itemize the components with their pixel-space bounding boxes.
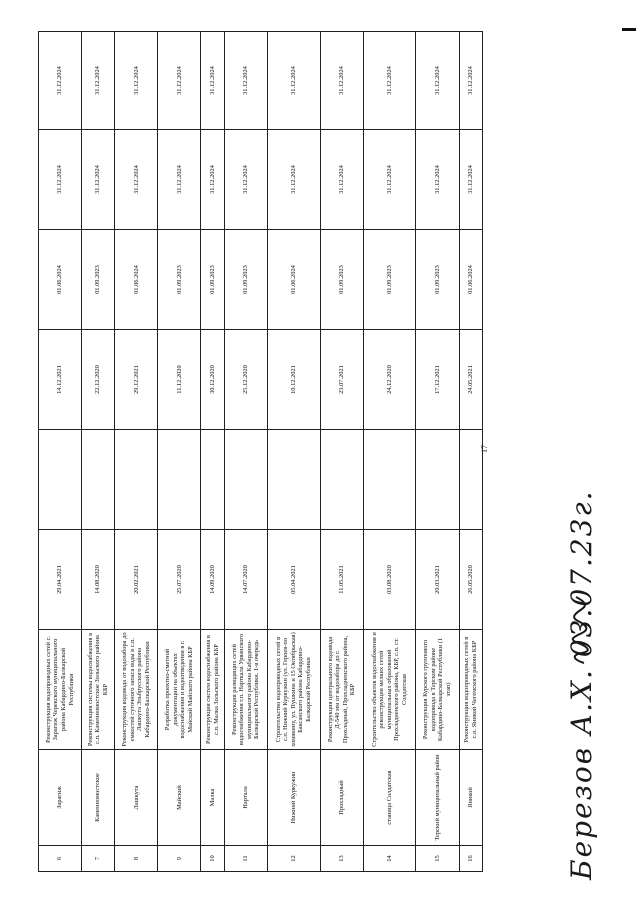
row-number: 14: [363, 846, 416, 872]
date-3: 29.12.2021: [115, 330, 158, 430]
date-4: 01.09.2023: [363, 230, 416, 330]
settlement-name: Каменномостское: [82, 750, 115, 846]
date-1: 05.04.2021: [267, 530, 320, 630]
table-row: [267, 32, 320, 872]
date-3: 11.12.2020: [158, 330, 201, 430]
page-number: 17: [480, 445, 489, 453]
table-row: [320, 32, 363, 872]
row-number: 11: [224, 846, 267, 872]
object-description: Реконструкция водовода от водозабора до емкостей суточного запаса воды в с.п. Лашкута Эльбрусского района Кабардино-Балкарской Республики: [115, 630, 158, 750]
date-1: 14.09.2020: [201, 530, 224, 630]
date-6: 31.12.2024: [363, 32, 416, 130]
date-3: 24.12.2020: [363, 330, 416, 430]
date-3: 24.05.2021: [459, 330, 483, 430]
settlement-name: Зарагиж: [39, 750, 82, 846]
settlement-name: Нартала: [224, 750, 267, 846]
date-2: [363, 430, 416, 530]
handwritten-note: Березов А.Х. 03.07.23г.: [565, 489, 598, 880]
date-6: 31.12.2024: [158, 32, 201, 130]
date-2: [115, 430, 158, 530]
date-2: [267, 430, 320, 530]
table-row: [224, 32, 267, 872]
date-6: 31.12.2024: [115, 32, 158, 130]
table-row: [82, 32, 115, 872]
object-description: Реконструкция Курского группового водопровода в Терском районе Кабардино-Балкарской Республики (1 этап): [416, 630, 459, 750]
row-number: 6: [39, 846, 82, 872]
object-description: Реконструкция водопроводных сетей в с.п. Яникой Чегемского района КБР: [459, 630, 483, 750]
row-number: 15: [416, 846, 459, 872]
date-3: 23.07.2021: [320, 330, 363, 430]
date-1: 14.08.2020: [82, 530, 115, 630]
object-description: Реконструкция водопроводных сетей с. Зарагиж Черекского муниципального района Кабардино-Балкарской Республики: [39, 630, 82, 750]
table-row: [416, 32, 459, 872]
row-number: 7: [82, 846, 115, 872]
date-3: 25.12.2020: [224, 330, 267, 430]
date-3: 10.12.2021: [267, 330, 320, 430]
date-4: 01.06.2024: [39, 230, 82, 330]
table-row: [363, 32, 416, 872]
date-1: 11.05.2021: [320, 530, 363, 630]
table-container: [38, 32, 483, 872]
date-4: 01.09.2023: [82, 230, 115, 330]
date-6: 31.12.2024: [416, 32, 459, 130]
date-5: 31.12.2024: [158, 130, 201, 230]
date-1: 25.07.2020: [158, 530, 201, 630]
date-2: [416, 430, 459, 530]
object-description: Строительство водопроводных сетей в с.п. Нижний Куркужин (ул. Героев-по хомякину, ул. Пушкина и 15 Октябрьская) Баксанского района Кабардино-Балкарской Республики: [267, 630, 320, 750]
row-number: 8: [115, 846, 158, 872]
settlement-name: Прохладный: [320, 750, 363, 846]
date-3: 14.12.2021: [39, 330, 82, 430]
date-6: 31.12.2024: [82, 32, 115, 130]
date-6: 31.12.2024: [320, 32, 363, 130]
date-2: [320, 430, 363, 530]
date-2: [224, 430, 267, 530]
date-5: 31.12.2024: [363, 130, 416, 230]
date-6: 31.12.2024: [224, 32, 267, 130]
date-2: [158, 430, 201, 530]
date-1: 20.03.2021: [416, 530, 459, 630]
date-5: 31.12.2024: [115, 130, 158, 230]
row-number: 10: [201, 846, 224, 872]
settlement-name: Лашкута: [115, 750, 158, 846]
date-1: 20.02.2021: [115, 530, 158, 630]
date-6: 31.12.2024: [201, 32, 224, 130]
date-4: 01.06.2024: [115, 230, 158, 330]
date-3: 17.12.2021: [416, 330, 459, 430]
table-row: [459, 32, 483, 872]
date-2: [201, 430, 224, 530]
date-4: 01.09.2023: [201, 230, 224, 330]
date-1: 26.05.2020: [459, 530, 483, 630]
date-5: 31.12.2024: [459, 130, 483, 230]
row-number: 13: [320, 846, 363, 872]
settlement-name: Малка: [201, 750, 224, 846]
date-5: 31.12.2024: [201, 130, 224, 230]
object-description: Реконструкция разводящих сетей водоснабжения г.п. Нарткала Урванского муниципального района Кабардино-Балкарской Республики. 1-я очередь: [224, 630, 267, 750]
table-row: [39, 32, 82, 872]
date-2: [82, 430, 115, 530]
object-description: Реконструкция центрального водовода Д-540 мм от водозабора до г. Прохладный, Прохладненского района, КБР: [320, 630, 363, 750]
date-3: 22.12.2020: [82, 330, 115, 430]
date-4: 01.06.2024: [267, 230, 320, 330]
date-4: 01.09.2023: [416, 230, 459, 330]
date-5: 31.12.2024: [224, 130, 267, 230]
row-number: 9: [158, 846, 201, 872]
row-number: 12: [267, 846, 320, 872]
object-description: Разработка проектно-сметной документации на объектах водоснабжения и водоотведения в г. Майский Майского района КБР: [158, 630, 201, 750]
row-number: 16: [459, 846, 483, 872]
object-description: Строительство объектов водоснабжения и реконструкция мелких сетей муниципальных образований Прохладненского района, КБР, с.п. ст. Солдатская: [363, 630, 416, 750]
settlement-name: Яникой: [459, 750, 483, 846]
object-description: Реконструкция систем водоснабжения в с.п. Малка Зольского района КБР: [201, 630, 224, 750]
object-description: Реконструкция системы водоснабжения в с.п. Каменномостское Зольского района КБР: [82, 630, 115, 750]
settlement-name: станица Солдатская: [363, 750, 416, 846]
date-3: 30.12.2020: [201, 330, 224, 430]
date-5: 31.12.2024: [82, 130, 115, 230]
table-row: [158, 32, 201, 872]
date-4: 01.09.2023: [320, 230, 363, 330]
schedule-table: [38, 31, 483, 872]
settlement-name: Нижний Куркужин: [267, 750, 320, 846]
date-6: 31.12.2024: [267, 32, 320, 130]
date-1: 14.07.2020: [224, 530, 267, 630]
date-4: 01.09.2023: [158, 230, 201, 330]
date-5: 31.12.2024: [416, 130, 459, 230]
date-4: 01.06.2024: [459, 230, 483, 330]
settlement-name: Майский: [158, 750, 201, 846]
date-1: 03.08.2020: [363, 530, 416, 630]
date-5: 31.12.2024: [267, 130, 320, 230]
table-row: [201, 32, 224, 872]
table-row: [115, 32, 158, 872]
date-6: 31.12.2024: [459, 32, 483, 130]
margin-mark: [622, 28, 636, 31]
date-4: 01.09.2023: [224, 230, 267, 330]
date-5: 31.12.2024: [320, 130, 363, 230]
date-6: 31.12.2024: [39, 32, 82, 130]
date-2: [39, 430, 82, 530]
settlement-name: Терский муниципальный район: [416, 750, 459, 846]
date-5: 31.12.2024: [39, 130, 82, 230]
date-1: 29.04.2021: [39, 530, 82, 630]
date-2: [459, 430, 483, 530]
